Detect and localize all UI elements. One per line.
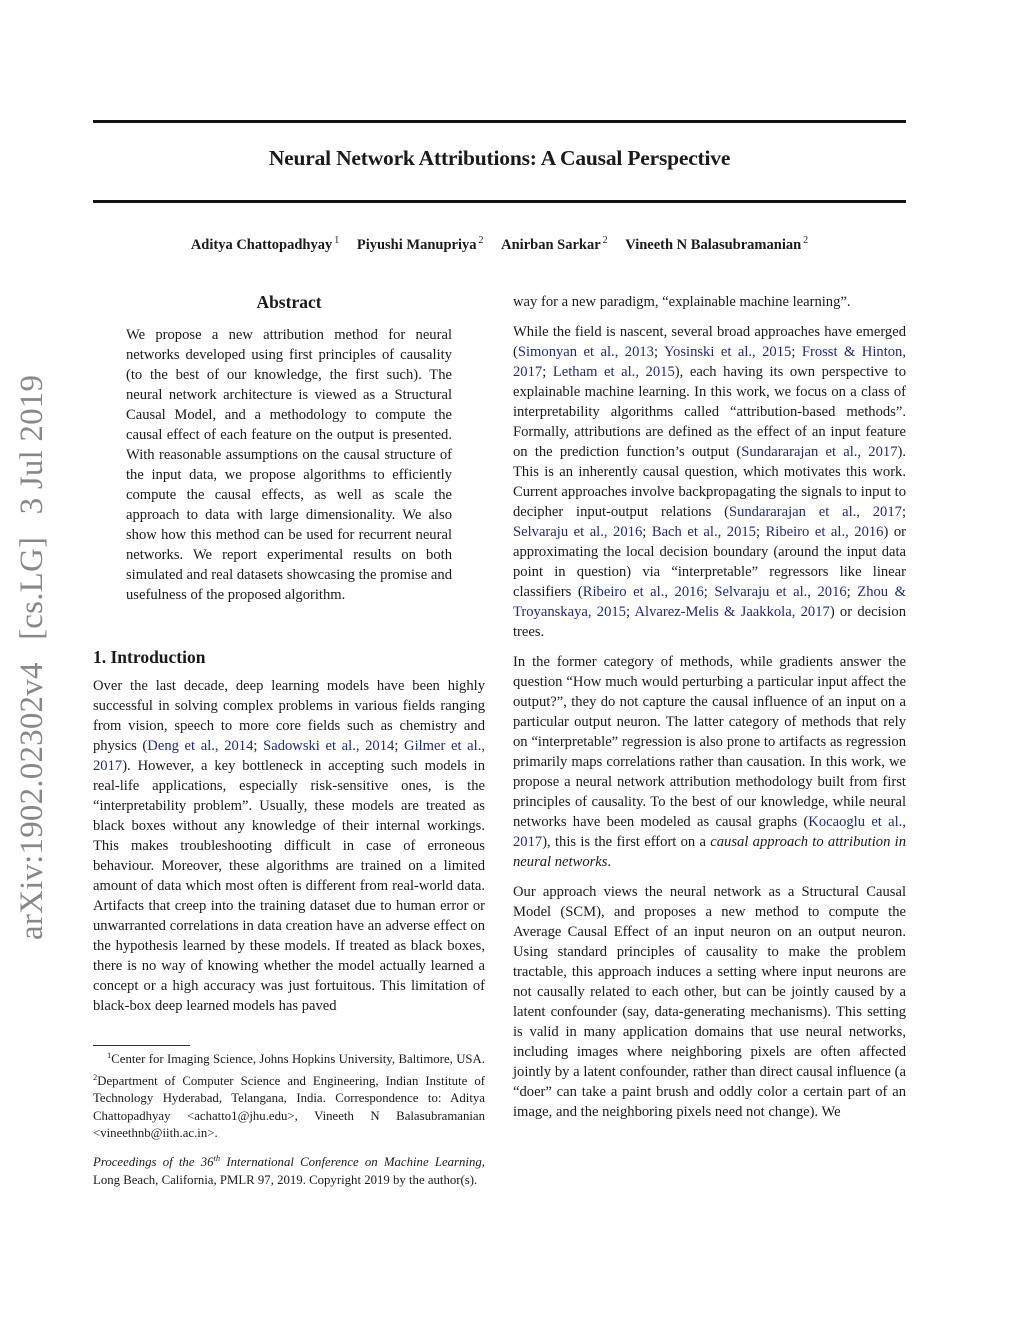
footnote-mark: 1: [107, 1050, 112, 1060]
text-run: ). This is an inherently causal question, which motivates this work. Current approaches involve backpropagating the signals to input to decipher input-output relations (: [513, 444, 907, 520]
affiliation-mark: 1: [334, 235, 340, 246]
author: [357, 237, 484, 253]
author: [191, 237, 339, 253]
text-run: International Conference on Machine Learning: [220, 1155, 482, 1169]
text-run: ;: [846, 584, 858, 600]
abstract-text: We propose a new attribution method for neural networks developed using first principles of causality (to the best of our knowledge, the first such). The neural network architecture is viewed as a Structural Causal Model, and a methodology to compute the causal effect of each feature on the output is presented. With reasonable assumptions on the causal structure of the input data, we propose algorithms to efficiently compute the causal effects, as well as scale the approach to data with large dimensionality. We also show how this method can be used for recurrent neural networks. We report experimental results on both simulated and real datasets showcasing the promise and usefulness of the proposed algorithm.: [126, 327, 452, 603]
text-run: ;: [901, 504, 906, 520]
text-run: ;: [642, 524, 652, 540]
text-run: ;: [542, 364, 553, 380]
title-bottom-rule: [93, 200, 906, 203]
citation-link[interactable]: Frosst & Hinton, 2017: [513, 344, 906, 380]
abstract-heading: Abstract: [256, 292, 322, 312]
citation-link[interactable]: Deng et al., 2014: [147, 738, 254, 754]
author-list: [93, 235, 906, 254]
text-run: Proceedings of the 36: [93, 1155, 214, 1169]
arxiv-side-stamp: [14, 370, 51, 940]
affiliation-footnote: [93, 1047, 485, 1143]
text-run: ;: [653, 344, 664, 360]
section-heading-introduction: 1. Introduction: [93, 647, 206, 667]
text-run: While the field is nascent, several broad approaches have emerged (: [513, 324, 906, 360]
citation-link[interactable]: Letham et al., 2015: [552, 364, 675, 380]
intro-paragraph-3: [513, 652, 906, 872]
text-run: ) or decision trees.: [513, 604, 906, 640]
text-run: In the former category of methods, while gradients answer the question “How much would perturbing a particular input affect the output?”, they do not capture the causal influence of an input on a particular output neuron. The latter category of methods that rely on “interpretable” regression is also prone to artifacts as regression primarily maps correlations rather than causation. In this work, we propose a neural network attribution methodology built from first principles of causality. To the best of our knowledge, while neural networks have been modeled as causal graphs (: [513, 654, 906, 830]
text-run: ;: [703, 584, 715, 600]
citation-link[interactable]: Sadowski et al., 2014: [263, 738, 395, 754]
arxiv-id: arXiv:1902.02302v4: [14, 662, 50, 940]
text-run: ), each having its own perspective to explainable machine learning. In this work, we focus on a class of interpretability algorithms called “attribution-based methods”. Formally, attributions are defined as the effect of an input feature on the prediction function’s output (: [513, 364, 906, 460]
intro-paragraph-1-continued: way for a new paradigm, “explainable machine learning”.: [513, 294, 851, 310]
affiliation-mark: 2: [478, 235, 484, 246]
footnote-rule: [93, 1045, 190, 1046]
text-run: ;: [755, 524, 766, 540]
proceedings-note: [93, 1150, 485, 1189]
arxiv-category: [cs.LG]: [14, 536, 50, 640]
footnote-mark: 2: [93, 1071, 98, 1082]
author: [501, 237, 608, 253]
citation-link[interactable]: Simonyan et al., 2013: [517, 344, 654, 360]
citation-link[interactable]: Sundararajan et al., 2017: [728, 504, 902, 520]
text-run: ;: [625, 604, 635, 620]
text-run: ), this is the first effort on a: [542, 834, 711, 850]
citation-link[interactable]: Selvaraju et al., 2016: [714, 584, 847, 600]
author-name: Aditya Chattopadhyay: [190, 237, 333, 253]
citation-link[interactable]: Alvarez-Melis & Jaakkola, 2017: [634, 604, 830, 620]
citation-link[interactable]: Gilmer et al., 2017: [93, 738, 486, 774]
intro-paragraph-1: [93, 676, 485, 1016]
title-top-rule: [93, 120, 906, 123]
citation-link[interactable]: Yosinski et al., 2015: [663, 344, 792, 360]
emphasis-text: causal approach to attribution in neural networks: [513, 834, 906, 870]
text-run: ;: [791, 344, 802, 360]
citation-link[interactable]: Selvaraju et al., 2016: [513, 524, 643, 540]
affiliation-mark: 2: [803, 235, 809, 246]
affiliation-mark: 2: [602, 235, 608, 246]
author: [625, 237, 808, 253]
footnote-text: [93, 1047, 485, 1143]
author-name: Anirban Sarkar: [501, 237, 601, 253]
author-name: Piyushi Manupriya: [356, 237, 477, 253]
citation-link[interactable]: Kocaoglu et al., 2017: [513, 814, 906, 850]
intro-paragraph-2: [513, 322, 906, 642]
text-run: .: [607, 854, 612, 870]
text-run: ) or approximating the local decision boundary (around the input data point in question) via “interpretable” regressors like linear classifiers (: [513, 524, 907, 600]
citation-link[interactable]: Sundararajan et al., 2017: [741, 444, 898, 460]
paper-title: Neural Network Attributions: A Causal Perspective: [268, 146, 731, 170]
citation-link[interactable]: Ribeiro et al., 2016: [765, 524, 884, 540]
text-run: ;: [253, 738, 264, 754]
citation-link[interactable]: Zhou & Troyanskaya, 2015: [513, 584, 906, 620]
author-name: Vineeth N Balasubramanian: [625, 237, 802, 253]
ordinal-superscript: th: [213, 1153, 221, 1163]
text-run: Department of Computer Science and Engineering, Indian Institute of Technology Hyderabad, Telangana, India. Correspondence to: Aditya Chattopadhyay <achatto1@jhu.edu>, Vineeth N Balasubramanian <vineethnb@iith.ac.in>.: [93, 1073, 485, 1140]
text-run: , Long Beach, California, PMLR 97, 2019. Copyright 2019 by the author(s).: [93, 1155, 485, 1187]
intro-paragraph-4: Our approach views the neural network as a Structural Causal Model (SCM), and proposes a new method to compute the Average Causal Effect of an input neuron on an output neuron. Using standard principles of causality to make the problem tractable, this approach induces a setting where input neurons are not causally related to each other, but can be jointly caused by a latent confounder (say, data-generating mechanisms). This setting is valid in many application domains that use neural networks, including images where neighboring pixels are often affected jointly by a latent confounder, rather than direct causal influence (a “doer” can take a paint brush and oddly color a certain part of an image, and the neighboring pixels need not change). We: [513, 884, 906, 1120]
text-run: Over the last decade, deep learning models have been highly successful in solving complex problems in various fields ranging from vision, speech to more core fields such as chemistry and physics (: [93, 678, 485, 754]
citation-link[interactable]: Ribeiro et al., 2016: [582, 584, 704, 600]
citation-link[interactable]: Bach et al., 2015: [651, 524, 756, 540]
arxiv-date: 3 Jul 2019: [14, 374, 50, 515]
text-run: ;: [394, 738, 405, 754]
text-run: Center for Imaging Science, Johns Hopkins University, Baltimore, USA.: [111, 1052, 485, 1066]
text-run: ). However, a key bottleneck in accepting such models in real-life applications, especially risk-sensitive ones, is the “interpretability problem”. Usually, these models are treated as black boxes without any knowledge of their internal workings. This makes troubleshooting difficult in case of erroneous behaviour. Moreover, these algorithms are trained on a limited amount of data which most often is different from real-world data. Artifacts that creep into the training dataset due to human error or unwarranted correlations in data creation have an adverse effect on the hypothesis learned by these models. If treated as black boxes, there is no way of knowing whether the model actually learned a concept or a high accuracy was just fortuitous. This limitation of black-box deep learned models has paved: [93, 758, 485, 1014]
right-column: [513, 292, 906, 1132]
